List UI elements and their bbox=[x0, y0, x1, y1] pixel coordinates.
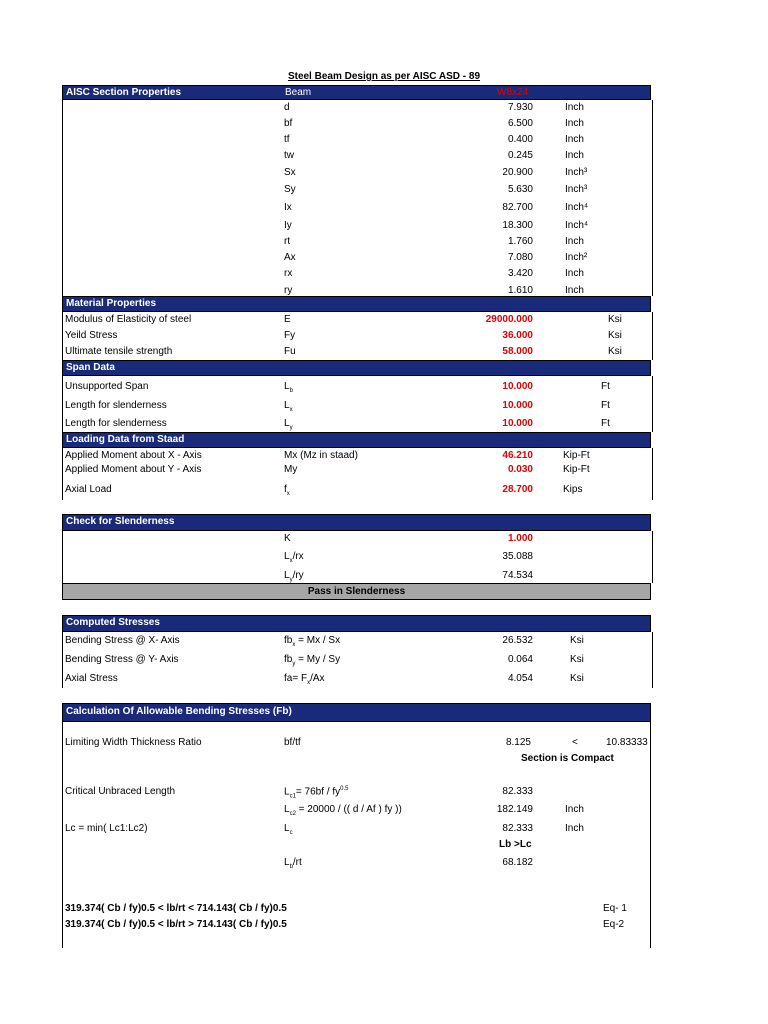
material-header bbox=[62, 296, 651, 312]
prop-unit: Inch bbox=[565, 134, 584, 145]
material-sym: Fy bbox=[284, 330, 296, 341]
prop-value: 7.080 bbox=[507, 252, 533, 263]
k-label: K bbox=[284, 533, 291, 544]
prop-name: ry bbox=[284, 285, 293, 296]
load-desc: Applied Moment about X - Axis bbox=[65, 450, 202, 461]
loading-header bbox=[62, 432, 651, 448]
load-value: 46.210 bbox=[502, 450, 533, 461]
allowable-block bbox=[62, 722, 652, 948]
lc1-sym: $L_{c1}= 76bf / fy^{0.5}$ bbox=[284, 786, 349, 800]
span-value: 10.000 bbox=[502, 418, 533, 429]
eq1-text: 319.374( Cb / fy)0.5 < lb/rt < 714.143( Cb / fy)0.5 bbox=[65, 903, 287, 914]
stress-value: 4.054 bbox=[507, 673, 533, 684]
lw-value: 8.125 bbox=[505, 737, 531, 748]
prop-value: 6.500 bbox=[507, 118, 533, 129]
load-value: 28.700 bbox=[502, 484, 533, 495]
right-border-line bbox=[650, 722, 651, 948]
lbrt-value: 68.182 bbox=[502, 857, 533, 868]
slenderness-header bbox=[62, 514, 651, 531]
material-desc: Modulus of Elasticity of steel bbox=[65, 314, 192, 325]
span-desc: Length for slenderness bbox=[65, 400, 167, 411]
span-title: Span Data bbox=[66, 362, 115, 373]
material-sym: Fu bbox=[284, 346, 296, 357]
lc-value: 82.333 bbox=[502, 823, 533, 834]
loading-block bbox=[62, 448, 653, 500]
stress-sym: $fb_x = Mx / Sx$ bbox=[284, 635, 341, 648]
prop-name: Sy bbox=[284, 184, 296, 195]
stress-value: 26.532 bbox=[502, 635, 533, 646]
span-sym: $L_y$ bbox=[284, 418, 293, 431]
stress-desc: Bending Stress @ X- Axis bbox=[65, 635, 180, 646]
lw-limit: 10.83333 bbox=[606, 737, 648, 748]
prop-unit: Inch bbox=[565, 150, 584, 161]
section-props-header bbox=[62, 85, 651, 100]
material-desc: Ultimate tensile strength bbox=[65, 346, 173, 357]
lc2-value: 182.149 bbox=[496, 804, 533, 815]
cul-desc: Critical Unbraced Length bbox=[65, 786, 176, 797]
prop-name: Sx bbox=[284, 167, 296, 178]
prop-name: Ax bbox=[284, 252, 296, 263]
lc-desc: Lc = min( Lc1:Lc2) bbox=[65, 823, 148, 834]
prop-value: 0.400 bbox=[507, 134, 533, 145]
prop-name: Ix bbox=[284, 202, 292, 213]
load-unit: Kip-Ft bbox=[563, 464, 590, 475]
prop-name: d bbox=[284, 102, 290, 113]
load-value: 0.030 bbox=[507, 464, 533, 475]
beam-label: Beam bbox=[285, 87, 312, 98]
eq2-text: 319.374( Cb / fy)0.5 < lb/rt > 714.143( Cb / fy)0.5 bbox=[65, 919, 287, 930]
page-title: Steel Beam Design as per AISC ASD - 89 bbox=[287, 71, 481, 82]
eq1-label: Eq- 1 bbox=[603, 903, 627, 914]
prop-unit: Inch bbox=[565, 236, 584, 247]
stress-unit: Ksi bbox=[570, 635, 584, 646]
span-sym: $L_x$ bbox=[284, 400, 293, 413]
prop-value: 7.930 bbox=[507, 102, 533, 113]
material-unit: Ksi bbox=[608, 346, 622, 357]
material-desc: Yeild Stress bbox=[65, 330, 118, 341]
lb-lc-result: Lb >Lc bbox=[499, 839, 532, 850]
slenderness-block bbox=[62, 531, 653, 583]
load-sym: Mx (Mz in staad) bbox=[284, 450, 358, 461]
prop-unit: Inch² bbox=[565, 252, 588, 263]
section-props-title: AISC Section Properties bbox=[66, 87, 182, 98]
prop-value: 5.630 bbox=[507, 184, 533, 195]
prop-value: 3.420 bbox=[507, 268, 533, 279]
material-title: Material Properties bbox=[66, 298, 157, 309]
allowable-header bbox=[62, 703, 651, 722]
prop-unit: Inch bbox=[565, 102, 584, 113]
prop-name: bf bbox=[284, 118, 293, 129]
lc-sym: $L_c$ bbox=[284, 823, 293, 836]
span-block bbox=[62, 376, 653, 432]
span-desc: Unsupported Span bbox=[65, 381, 149, 392]
material-unit: Ksi bbox=[608, 314, 622, 325]
lw-op: < bbox=[572, 737, 578, 748]
prop-unit: Inch⁴ bbox=[565, 220, 589, 231]
load-desc: Axial Load bbox=[65, 484, 112, 495]
lxrx-label: $L_x/rx$ bbox=[284, 551, 304, 564]
stress-unit: Ksi bbox=[570, 654, 584, 665]
load-unit: Kip-Ft bbox=[563, 450, 590, 461]
span-header bbox=[62, 360, 651, 376]
span-desc: Length for slenderness bbox=[65, 418, 167, 429]
prop-value: 82.700 bbox=[502, 202, 533, 213]
prop-unit: Inch⁴ bbox=[565, 202, 589, 213]
load-sym: My bbox=[284, 464, 298, 475]
prop-unit: Inch bbox=[565, 285, 584, 296]
stresses-block bbox=[62, 632, 653, 688]
stress-desc: Axial Stress bbox=[65, 673, 118, 684]
span-unit: Ft bbox=[601, 400, 610, 411]
stress-desc: Bending Stress @ Y- Axis bbox=[65, 654, 179, 665]
stress-sym: $fb_y = My / Sy$ bbox=[284, 654, 341, 667]
load-unit: Kips bbox=[563, 484, 583, 495]
stresses-title: Computed Stresses bbox=[66, 617, 160, 628]
lc2-sym: $L_{c2} = 20000$ / (( d / Af ) fy )) bbox=[284, 804, 402, 817]
stress-sym: $fa= F_x/Ax$ bbox=[284, 673, 325, 686]
lw-sym: bf/tf bbox=[284, 737, 301, 748]
loading-title: Loading Data from Staad bbox=[66, 434, 185, 445]
material-block bbox=[62, 312, 653, 360]
prop-value: 0.245 bbox=[507, 150, 533, 161]
prop-name: tw bbox=[284, 150, 294, 161]
load-desc: Applied Moment about Y - Axis bbox=[65, 464, 202, 475]
stress-unit: Ksi bbox=[570, 673, 584, 684]
lbrt-sym: $L_b/rt$ bbox=[284, 857, 302, 870]
section-props-block bbox=[62, 100, 653, 296]
material-value: 36.000 bbox=[502, 330, 533, 341]
span-unit: Ft bbox=[601, 418, 610, 429]
allowable-title: Calculation Of Allowable Bending Stresses (Fb) bbox=[66, 706, 292, 717]
prop-unit: Inch³ bbox=[565, 184, 588, 195]
prop-name: rx bbox=[284, 268, 293, 279]
load-sym: $f_x$ bbox=[284, 484, 290, 497]
prop-unit: Inch bbox=[565, 118, 584, 129]
lyry-value: 74.534 bbox=[502, 570, 533, 581]
prop-value: 18.300 bbox=[502, 220, 533, 231]
eq2-label: Eq-2 bbox=[603, 919, 625, 930]
material-sym: E bbox=[284, 314, 291, 325]
lc2-unit: Inch bbox=[565, 804, 584, 815]
beam-value: W8x24 bbox=[497, 87, 529, 98]
compact-status: Section is Compact bbox=[521, 753, 614, 764]
lyry-label: $L_y/ry$ bbox=[284, 570, 304, 583]
lc1-value: 82.333 bbox=[502, 786, 533, 797]
prop-name: rt bbox=[284, 236, 291, 247]
k-value: 1.000 bbox=[507, 533, 533, 544]
lxrx-value: 35.088 bbox=[502, 551, 533, 562]
span-sym: $L_b$ bbox=[284, 381, 293, 394]
stress-value: 0.064 bbox=[507, 654, 533, 665]
prop-unit: Inch bbox=[565, 268, 584, 279]
span-unit: Ft bbox=[601, 381, 610, 392]
prop-unit: Inch³ bbox=[565, 167, 588, 178]
lw-desc: Limiting Width Thickness Ratio bbox=[65, 737, 202, 748]
prop-value: 20.900 bbox=[502, 167, 533, 178]
slenderness-result: Pass in Slenderness bbox=[62, 583, 651, 600]
material-unit: Ksi bbox=[608, 330, 622, 341]
prop-value: 1.610 bbox=[507, 285, 533, 296]
prop-name: Iy bbox=[284, 220, 292, 231]
slenderness-title: Check for Slenderness bbox=[66, 516, 175, 527]
material-value: 29000.000 bbox=[485, 314, 533, 325]
span-value: 10.000 bbox=[502, 381, 533, 392]
prop-value: 1.760 bbox=[507, 236, 533, 247]
stresses-header bbox=[62, 615, 651, 632]
prop-name: tf bbox=[284, 134, 290, 145]
lc-unit: Inch bbox=[565, 823, 584, 834]
material-value: 58.000 bbox=[502, 346, 533, 357]
span-value: 10.000 bbox=[502, 400, 533, 411]
